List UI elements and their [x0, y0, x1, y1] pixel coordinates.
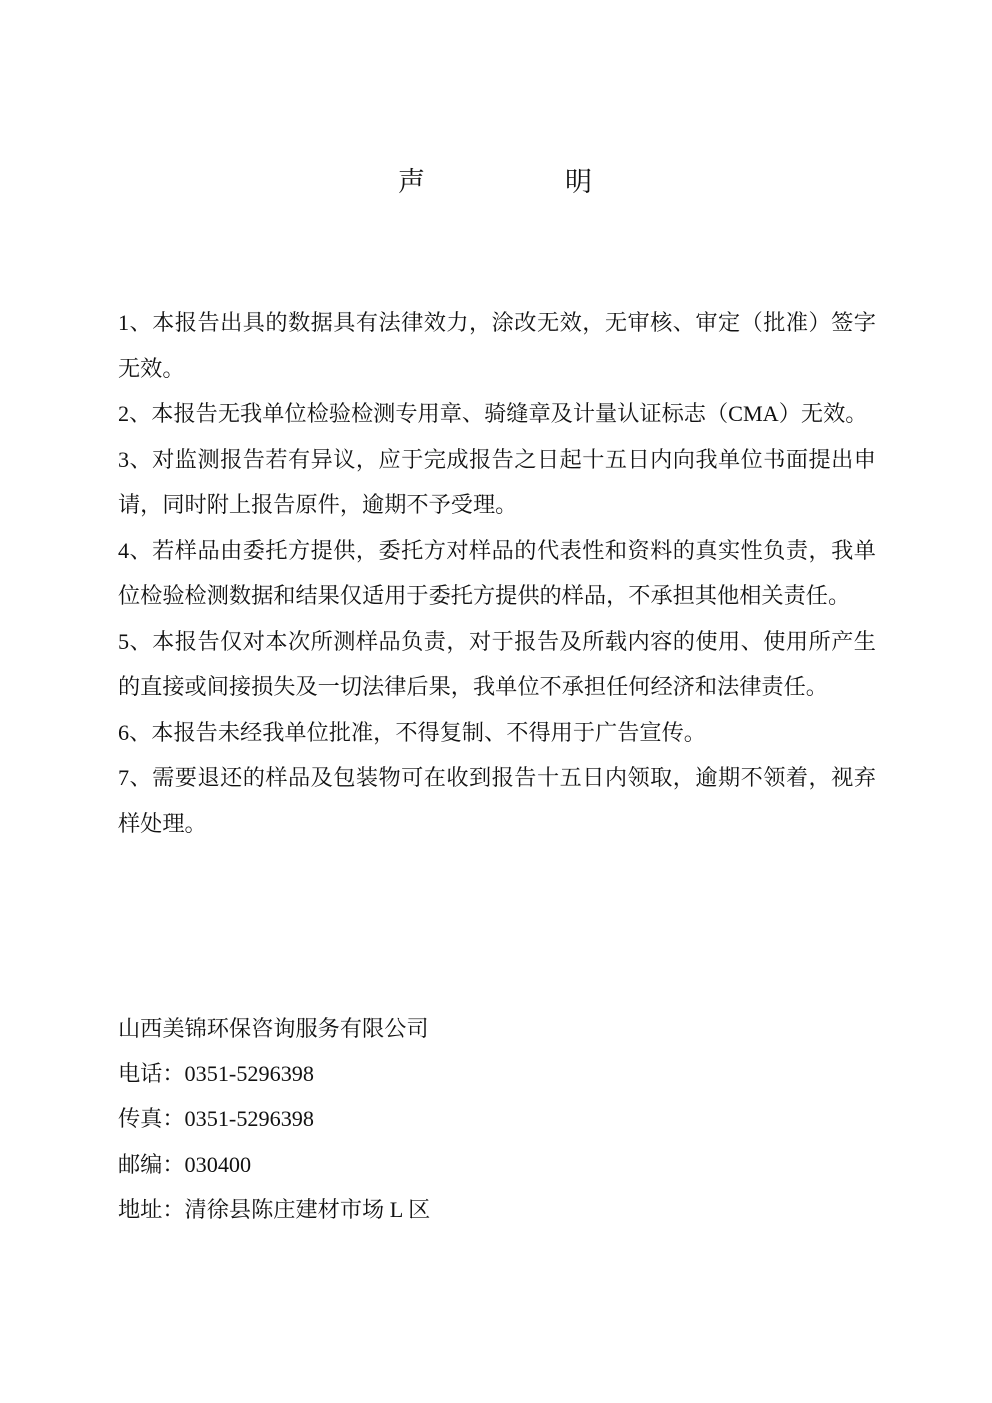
page-title: [0, 162, 992, 202]
title-char-1: 声: [398, 167, 425, 197]
clause-2: 2、本报告无我单位检验检测专用章、骑缝章及计量认证标志（CMA）无效。: [118, 401, 868, 426]
statement-clauses: [118, 300, 876, 846]
clause-6: 6、本报告未经我单位批准，不得复制、不得用于广告宣传。: [118, 719, 706, 745]
company-name: 山西美锦环保咨询服务有限公司: [118, 1016, 429, 1041]
contact-info: [118, 1006, 818, 1232]
phone: 电话：0351-5296398: [118, 1061, 314, 1087]
address: 地址：清徐县陈庄建材市场 L 区: [118, 1196, 431, 1222]
clause-3: 3、对监测报告若有异议，应于完成报告之日起十五日内向我单位书面提出申请，同时附上报告原件，逾期不予受理。: [118, 446, 876, 517]
clause-4: 4、若样品由委托方提供，委托方对样品的代表性和资料的真实性负责，我单位检验检测数据和结果仅适用于委托方提供的样品，不承担其他相关责任。: [118, 537, 876, 608]
clause-5: 5、本报告仅对本次所测样品负责，对于报告及所载内容的使用、使用所产生的直接或间接损失及一切法律后果，我单位不承担任何经济和法律责任。: [118, 628, 876, 699]
clause-1: 1、本报告出具的数据具有法律效力，涂改无效，无审核、审定（批准）签字无效。: [118, 310, 876, 381]
clause-7: 7、需要退还的样品及包装物可在收到报告十五日内领取，逾期不领着，视弃样处理。: [118, 765, 876, 836]
title-char-2: 明: [565, 167, 592, 197]
postcode: 邮编：030400: [118, 1151, 252, 1177]
fax: 传真：0351-5296398: [118, 1106, 314, 1132]
